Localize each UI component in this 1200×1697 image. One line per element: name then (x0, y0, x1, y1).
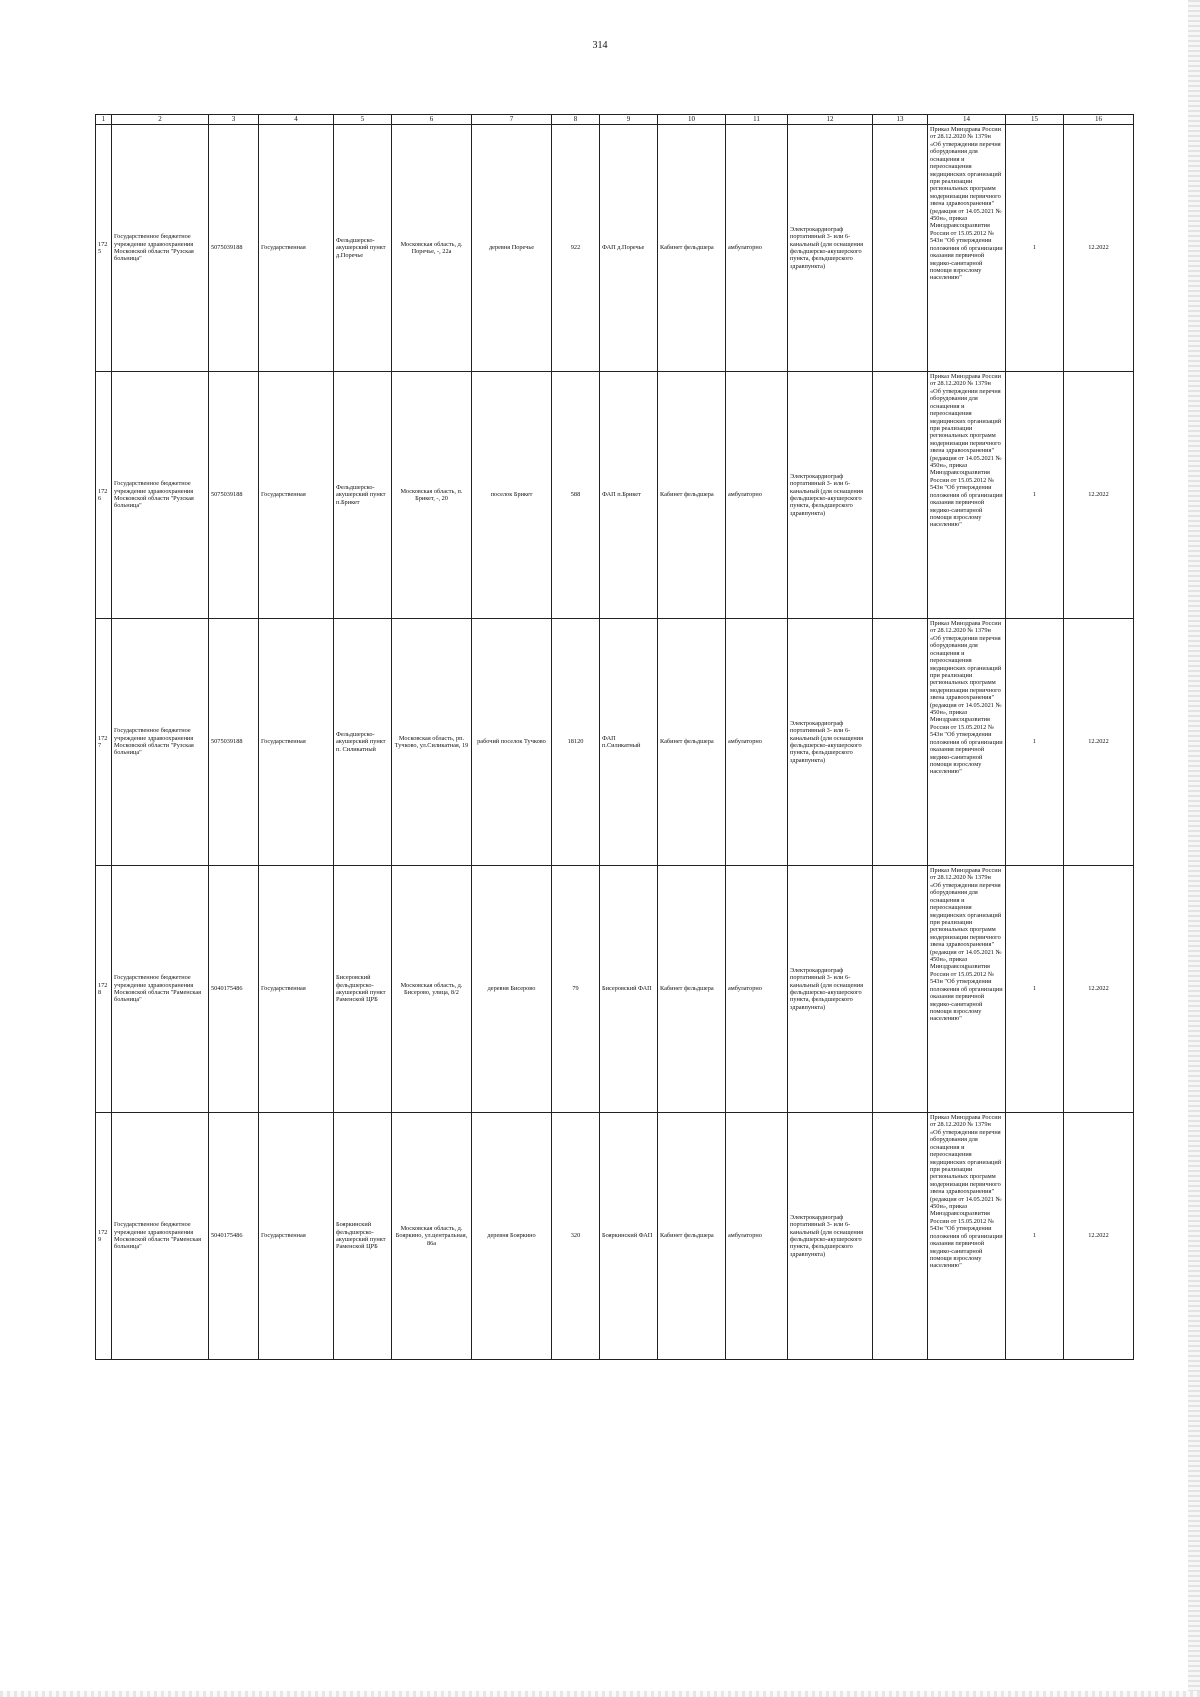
table-row (96, 372, 1134, 619)
quantity-cell: 1 (1006, 372, 1064, 619)
locality-cell: деревня Бояркино (472, 1113, 552, 1360)
population-cell: 320 (552, 1113, 600, 1360)
table-row (96, 866, 1134, 1113)
empty-cell (873, 372, 928, 619)
ownership-cell: Государственная (259, 1113, 334, 1360)
row-number: 1729 (96, 1113, 112, 1360)
column-header: 6 (392, 115, 472, 125)
column-header: 14 (928, 115, 1006, 125)
address-cell: Московская область, рп. Тучково, ул.Силикатная, 19 (392, 619, 472, 866)
legal-basis-cell: Приказ Минздрава России от 28.12.2020 № 1379н «Об утверждении перечня оборудования для оснащения и переоснащения медицинских организаций при реализации региональных программ модернизации первичного звена здравоохранения"(редакция от 14.05.2021 № 450н», приказ Минздравсоцразвития России от 15.05.2012 № 543н "Об утверждении положения об организации оказания первичной медико-санитарной помощи взрослому населению" (928, 125, 1006, 372)
legal-basis-cell: Приказ Минздрава России от 28.12.2020 № 1379н «Об утверждении перечня оборудования для оснащения и переоснащения медицинских организаций при реализации региональных программ модернизации первичного звена здравоохранения"(редакция от 14.05.2021 № 450н», приказ Минздравсоцразвития России от 15.05.2012 № 543н "Об утверждении положения об организации оказания первичной медико-санитарной помощи взрослому населению" (928, 1113, 1006, 1360)
care-type-cell: амбулаторно (726, 372, 788, 619)
quantity-cell: 1 (1006, 866, 1064, 1113)
row-number: 1727 (96, 619, 112, 866)
legal-basis-cell: Приказ Минздрава России от 28.12.2020 № 1379н «Об утверждении перечня оборудования для оснащения и переоснащения медицинских организаций при реализации региональных программ модернизации первичного звена здравоохранения"(редакция от 14.05.2021 № 450н», приказ Минздравсоцразвития России от 15.05.2012 № 543н "Об утверждении положения об организации оказания первичной медико-санитарной помощи взрослому населению" (928, 866, 1006, 1113)
locality-cell: деревня Поречье (472, 125, 552, 372)
unit-cell: ФАП п.Брикет (600, 372, 658, 619)
date-cell: 12.2022 (1064, 1113, 1134, 1360)
row-number: 1726 (96, 372, 112, 619)
inn-cell: 5075039188 (209, 619, 259, 866)
equipment-cell: Электрокардиограф портативный 3- или 6-канальный (для оснащения фельдшерско-акушерского пункта, фельдшерского здравпункта) (788, 866, 873, 1113)
column-header: 15 (1006, 115, 1064, 125)
organization-name: Государственное бюджетное учреждение здравоохранения Московской области "Рузская больница" (112, 619, 209, 866)
column-header: 9 (600, 115, 658, 125)
column-header: 4 (259, 115, 334, 125)
care-type-cell: амбулаторно (726, 1113, 788, 1360)
inn-cell: 5040175486 (209, 866, 259, 1113)
equipment-cell: Электрокардиограф портативный 3- или 6-канальный (для оснащения фельдшерско-акушерского пункта, фельдшерского здравпункта) (788, 619, 873, 866)
address-cell: Московская область, д. Бисерово, улица, 8/2 (392, 866, 472, 1113)
column-header: 7 (472, 115, 552, 125)
room-cell: Кабинет фельдшера (658, 866, 726, 1113)
column-header: 3 (209, 115, 259, 125)
address-cell: Московская область, п. Брикет, -, 20 (392, 372, 472, 619)
ownership-cell: Государственная (259, 372, 334, 619)
scan-edge-artifact (1188, 0, 1200, 1697)
table-row (96, 619, 1134, 866)
room-cell: Кабинет фельдшера (658, 372, 726, 619)
population-cell: 18120 (552, 619, 600, 866)
organization-name: Государственное бюджетное учреждение здравоохранения Московской области "Раменская больница" (112, 1113, 209, 1360)
quantity-cell: 1 (1006, 125, 1064, 372)
unit-cell: Бисеровский ФАП (600, 866, 658, 1113)
care-type-cell: амбулаторно (726, 619, 788, 866)
table-row (96, 125, 1134, 372)
unit-cell: Бояркинский ФАП (600, 1113, 658, 1360)
date-cell: 12.2022 (1064, 866, 1134, 1113)
equipment-cell: Электрокардиограф портативный 3- или 6-канальный (для оснащения фельдшерско-акушерского пункта, фельдшерского здравпункта) (788, 372, 873, 619)
equipment-cell: Электрокардиограф портативный 3- или 6-канальный (для оснащения фельдшерско-акушерского пункта, фельдшерского здравпункта) (788, 1113, 873, 1360)
date-cell: 12.2022 (1064, 372, 1134, 619)
row-number: 1728 (96, 866, 112, 1113)
population-cell: 79 (552, 866, 600, 1113)
column-header: 1 (96, 115, 112, 125)
column-header: 12 (788, 115, 873, 125)
facility-name: Фельдшерско-акушерский пункт п.Брикет (334, 372, 392, 619)
ownership-cell: Государственная (259, 125, 334, 372)
date-cell: 12.2022 (1064, 619, 1134, 866)
quantity-cell: 1 (1006, 619, 1064, 866)
address-cell: Московская область, д. Поречье, -, 22а (392, 125, 472, 372)
inn-cell: 5075039188 (209, 372, 259, 619)
inn-cell: 5040175486 (209, 1113, 259, 1360)
row-number: 1725 (96, 125, 112, 372)
legal-basis-cell: Приказ Минздрава России от 28.12.2020 № 1379н «Об утверждении перечня оборудования для оснащения и переоснащения медицинских организаций при реализации региональных программ модернизации первичного звена здравоохранения"(редакция от 14.05.2021 № 450н», приказ Минздравсоцразвития России от 15.05.2012 № 543н "Об утверждении положения об организации оказания первичной медико-санитарной помощи взрослому населению" (928, 619, 1006, 866)
table-row (96, 1113, 1134, 1360)
organization-name: Государственное бюджетное учреждение здравоохранения Московской области "Рузская больница" (112, 372, 209, 619)
ownership-cell: Государственная (259, 619, 334, 866)
empty-cell (873, 619, 928, 866)
locality-cell: поселок Брикет (472, 372, 552, 619)
quantity-cell: 1 (1006, 1113, 1064, 1360)
care-type-cell: амбулаторно (726, 125, 788, 372)
empty-cell (873, 866, 928, 1113)
ownership-cell: Государственная (259, 866, 334, 1113)
facility-name: Бисеровский фельдшерско-акушерский пункт Раменской ЦРБ (334, 866, 392, 1113)
column-header: 13 (873, 115, 928, 125)
facility-name: Фельдшерско-акушерский пункт д.Поречье (334, 125, 392, 372)
unit-cell: ФАП д.Поречье (600, 125, 658, 372)
organization-name: Государственное бюджетное учреждение здравоохранения Московской области "Раменская больница" (112, 866, 209, 1113)
column-header: 5 (334, 115, 392, 125)
locality-cell: рабочий поселок Тучково (472, 619, 552, 866)
room-cell: Кабинет фельдшера (658, 619, 726, 866)
facility-name: Бояркинский фельдшерско-акушерский пункт Раменской ЦРБ (334, 1113, 392, 1360)
locality-cell: деревня Бисерово (472, 866, 552, 1113)
organization-name: Государственное бюджетное учреждение здравоохранения Московской области "Рузская больница" (112, 125, 209, 372)
equipment-registry-table (95, 114, 1134, 1360)
room-cell: Кабинет фельдшера (658, 1113, 726, 1360)
inn-cell: 5075039188 (209, 125, 259, 372)
column-header: 10 (658, 115, 726, 125)
facility-name: Фельдшерско-акушерский пункт п. Силикатный (334, 619, 392, 866)
column-header: 16 (1064, 115, 1134, 125)
unit-cell: ФАП п.Силикатный (600, 619, 658, 866)
room-cell: Кабинет фельдшера (658, 125, 726, 372)
column-header: 8 (552, 115, 600, 125)
population-cell: 922 (552, 125, 600, 372)
equipment-cell: Электрокардиограф портативный 3- или 6-канальный (для оснащения фельдшерско-акушерского пункта, фельдшерского здравпункта) (788, 125, 873, 372)
column-header: 11 (726, 115, 788, 125)
legal-basis-cell: Приказ Минздрава России от 28.12.2020 № 1379н «Об утверждении перечня оборудования для оснащения и переоснащения медицинских организаций при реализации региональных программ модернизации первичного звена здравоохранения"(редакция от 14.05.2021 № 450н», приказ Минздравсоцразвития России от 15.05.2012 № 543н "Об утверждении положения об организации оказания первичной медико-санитарной помощи взрослому населению" (928, 372, 1006, 619)
empty-cell (873, 125, 928, 372)
scan-bottom-artifact (0, 1691, 1200, 1697)
column-number-row (96, 115, 1134, 125)
care-type-cell: амбулаторно (726, 866, 788, 1113)
address-cell: Московская область, д. Бояркино, ул.центральная, 86а (392, 1113, 472, 1360)
population-cell: 588 (552, 372, 600, 619)
empty-cell (873, 1113, 928, 1360)
column-header: 2 (112, 115, 209, 125)
page-number: 314 (592, 40, 608, 51)
date-cell: 12.2022 (1064, 125, 1134, 372)
